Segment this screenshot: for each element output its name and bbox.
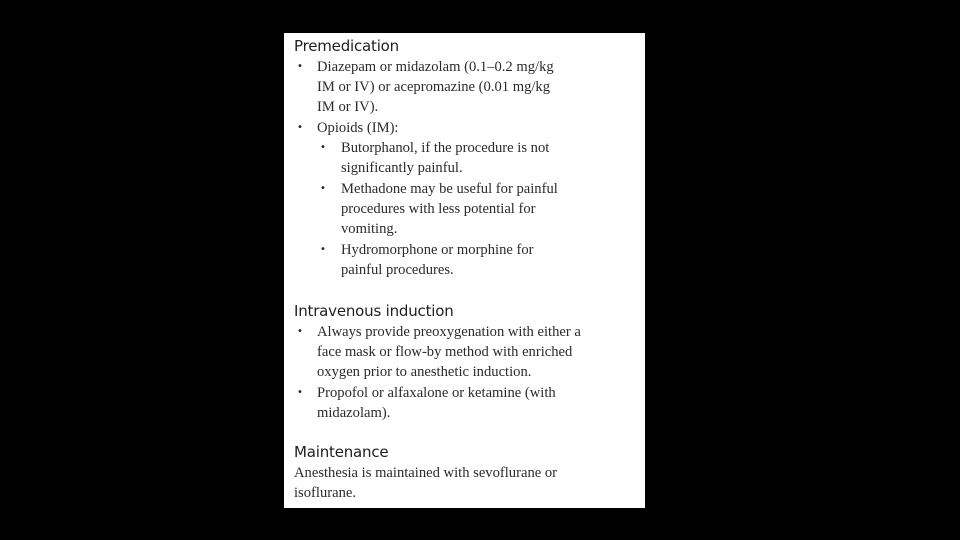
sub-list-item-line: procedures with less potential for [341,201,536,217]
sub-list-item-line: Hydromorphone or morphine for [341,242,534,258]
section-heading-premedication: Premedication [294,37,399,55]
paragraph-line: Anesthesia is maintained with sevoflurane or [294,465,558,481]
bullet: • [297,61,303,72]
sub-list-item-line: Butorphanol, if the procedure is not [341,140,550,156]
sub-bullet: • [320,142,326,153]
bullet: • [297,387,303,398]
sub-list-item-line: Methadone may be useful for painful [341,181,558,197]
sub-list-item-line: vomiting. [341,221,398,237]
paragraph-line: isoflurane. [294,485,357,501]
list-item-line: Always provide preoxygenation with either a [317,324,581,340]
sub-bullet: • [320,244,326,255]
list-item-line: IM or IV) or acepromazine (0.01 mg/kg [317,79,551,95]
sub-list-item-line: painful procedures. [341,262,454,278]
list-item-line: midazolam). [317,405,391,421]
sub-bullet: • [320,183,326,194]
document-page [284,33,645,508]
list-item-line: Propofol or alfaxalone or ketamine (with [317,385,556,401]
list-item-line: Opioids (IM): [317,120,399,136]
sub-list-item-line: significantly painful. [341,160,463,176]
list-item-line: oxygen prior to anesthetic induction. [317,364,532,380]
section-heading-maintenance: Maintenance [294,443,389,461]
list-item-line: IM or IV). [317,99,379,115]
bullet: • [297,326,303,337]
bullet: • [297,122,303,133]
list-item-line: face mask or flow-by method with enriched [317,344,573,360]
list-item-line: Diazepam or midazolam (0.1–0.2 mg/kg [317,59,554,75]
section-heading-induction: Intravenous induction [294,302,454,320]
